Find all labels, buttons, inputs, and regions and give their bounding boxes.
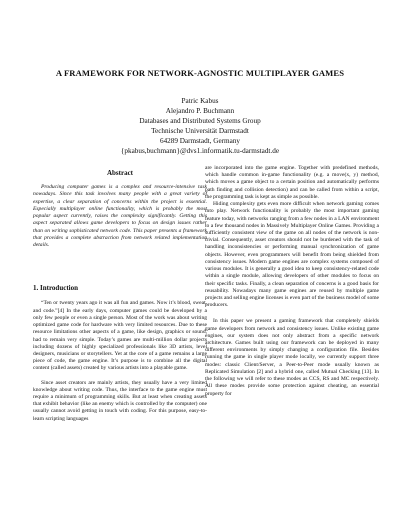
body-paragraph-3: In this paper we present a gaming framework that completely shields game developers from network and consistency issues. Unlike existing game engines, our system does not only abstract from a specific network architecture. Games built using our framework can be deployed in many different environments by simply changing a configuration file. Besides running the game in single player mode locally, we currently support three modes: classic Client/Server, a Peer-to-Peer mode usually known as Replicated Simulation [2] and a hybrid one, called Mutual Checking [13]. In the following we will refer to these modes as CCS, RS and MC respectively. All these modes provide some protection against cheating, an essential property for	[205, 318, 379, 397]
body-paragraph-1: are incorporated into the game engine. Together with predefined methods, which handle common in-game functionality (e.g. a move(x, y) method, which moves a game object to a certain position and automatically performs path finding and collision detection) and can be called from within a script, the programming task is kept as simple as possible.	[205, 165, 379, 200]
author-name-1: Patric Kabus	[181, 97, 219, 105]
abstract-heading: Abstract	[106, 169, 134, 177]
affiliation: Databases and Distributed Systems Group	[139, 116, 261, 125]
address: 64289 Darmstadt, Germany	[159, 136, 241, 145]
abstract-text: Producing computer games is a complex and resource-intensive task nowadays. Since this task involves many people with a great variety of expertise, a clear separation of concerns within the project is essential. Especially multiplayer online functionality, which is probably the most popular aspect currently, raises the complexity significantly. Getting this aspect separated allows game developers to focus on design issues rather than on writing sophisticated network code. This paper presents a framework that provides a complete abstraction from network related implementation details.	[33, 184, 207, 248]
author-name-2: Alejandro P. Buchmann	[165, 106, 235, 115]
author-block	[0, 97, 400, 156]
university: Technische Universität Darmstadt	[151, 126, 249, 135]
left-column	[33, 170, 207, 423]
right-column	[205, 165, 379, 398]
email: {pkabus,buchmann}@dvs1.informatik.tu-darmstadt.de	[120, 146, 280, 155]
body-paragraph-2: Hiding complexity gets even more difficult when network gaming comes into play. Network functionality is probably the most important gaming feature today, with networks ranging from a few nodes in a LAN environment to a few thousand nodes in Massively Multiplayer Online Games. Providing a sufficiently consistent view of the game on all nodes of the network is non-trivial. Consequently, asset creators should not be burdened with the task of handling inconsistencies or performing manual synchronization of game objects. However, even programmers will benefit from being shielded from consistency issues. Modern game engines are complex systems composed of various modules. It is generally a good idea to keep consistency-related code within a single module, allowing developers of other modules to focus on their specific tasks. Finally, a clean separation of concerns is a good basis for reusability. Nowadays many game engines are reused by multiple game projects and selling engine licenses is even part of the business model of some producers.	[205, 201, 379, 309]
intro-paragraph-2: Since asset creators are mainly artists, they usually have a very limited knowledge about writing code. Thus, the interface to the game engine must require a minimum of programming skills. But at least when creating assets that exhibit behavior (like an enemy which is controlled by the computer) one usually cannot avoid getting in touch with coding. For this purpose, easy-to-learn scripting languages	[33, 379, 207, 422]
section-heading-introduction: 1. Introduction	[33, 284, 78, 293]
paper-title: A FRAMEWORK FOR NETWORK-AGNOSTIC MULTIPLAYER GAMES	[55, 68, 345, 78]
intro-paragraph-1: “Ten or twenty years ago it was all fun and games. Now it’s blood, sweat, and code.”[4] In the early days, computer games could be developed by a only few people or even a single person. Most of the work was about writing optimized game code for hardware with very limited resources. Due to these resource limitations other aspects of a game, like design, graphics or sound, had to remain very simple. Today’s games are multi-million dollar projects including dozens of highly specialized professionals like 3D artists, level designers, musicians or storytellers. Yet at the core of a game remains a large piece of code, the game engine. It’s purpose is to combine all the digital content (called assets) created by various artists into a playable game.	[33, 300, 207, 372]
abstract-section	[33, 184, 207, 249]
